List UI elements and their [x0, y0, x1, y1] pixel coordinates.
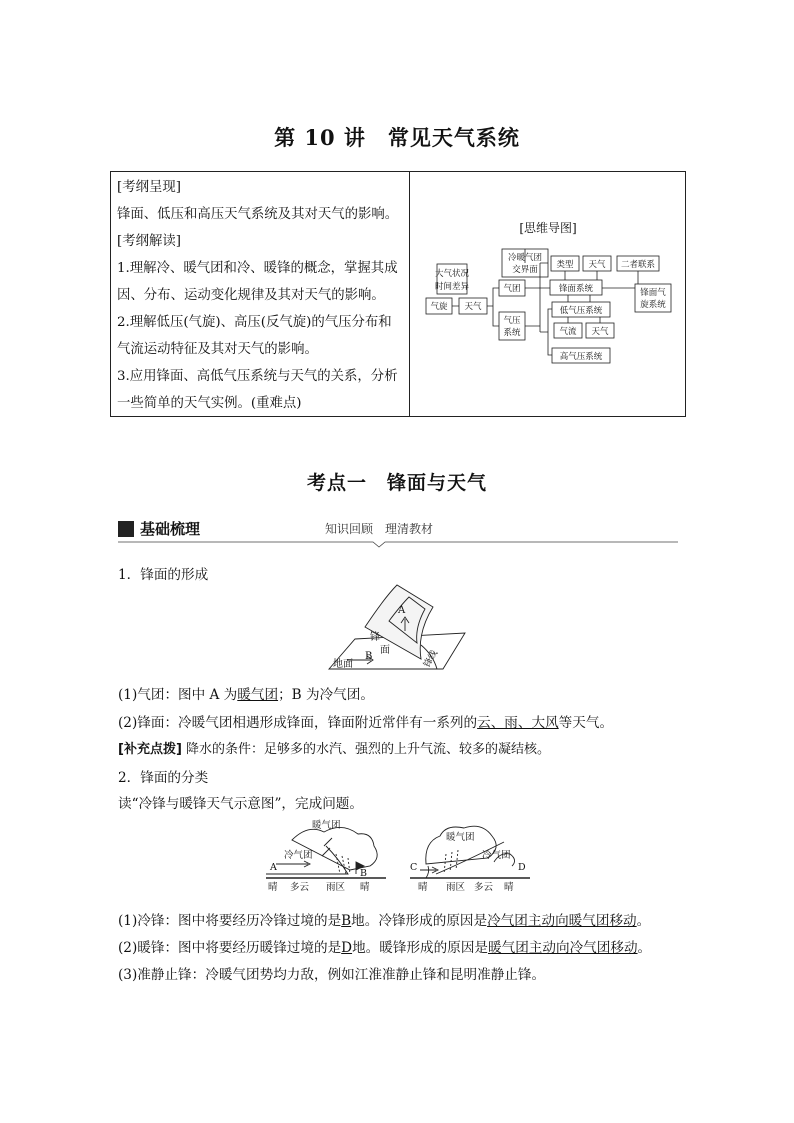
read-instruction: 读“冷锋与暖锋天气示意图”，完成问题。	[118, 796, 363, 812]
section-bar	[118, 518, 438, 542]
para-warm-front	[118, 936, 651, 956]
label-feng: 锋	[370, 632, 380, 643]
node-qiliu-label: 气流	[559, 327, 577, 337]
cold-front-arrow	[276, 861, 310, 867]
front-text-a: (2)锋面：冷暖气团相遇形成锋面，锋面附近常伴有一系列的	[118, 715, 478, 731]
node-dizhi-label: 低气压系统	[559, 306, 603, 316]
warm-fig-warm: 暖气团	[446, 832, 475, 843]
node-daqi-l2: 时间差异	[434, 282, 470, 292]
node-qixuan-label: 气旋	[430, 302, 448, 312]
section-title: 考点一 锋面与天气	[306, 472, 487, 494]
para-cold-front	[118, 909, 650, 929]
warm-q-answer-1: D	[341, 940, 353, 956]
syllabus-column	[117, 174, 407, 417]
warm-fig-qing2: 晴	[504, 882, 514, 893]
warm-q-a: (2)暖锋：图中将要经历暖锋过境的是	[118, 940, 342, 956]
warm-fig-duoyun: 多云	[474, 882, 494, 893]
section-rule	[118, 540, 678, 548]
outline-table	[110, 171, 686, 417]
cold-fig-a: A	[270, 862, 277, 873]
node-leixing-label: 类型	[556, 260, 574, 270]
heading-formation: 1．锋面的形成	[118, 567, 209, 583]
node-qiya-l2: 系统	[503, 328, 521, 338]
airmass-text-c: ；B 为冷气团。	[278, 687, 374, 703]
interp-item-3b: 一些简单的天气实例。(重难点)	[117, 396, 302, 411]
warm-q-answer-2: 暖气团主动向冷气团移动	[488, 940, 638, 956]
node-qiya-l1: 气压	[503, 316, 521, 326]
para-front	[118, 711, 613, 731]
warm-fig-cold: 冷气团	[482, 850, 511, 861]
node-fengmian-label: 锋面系统	[558, 284, 594, 294]
cold-fig-qing1: 晴	[268, 882, 278, 893]
node-tianqi-label: 天气	[464, 302, 482, 312]
airmass-text-a: (1)气团：图中 A 为	[118, 687, 238, 703]
interp-item-3a: 3.应用锋面、高低气压系统与天气的关系，分析	[117, 369, 398, 384]
cold-q-c: 地。冷锋形成的原因是	[351, 913, 488, 929]
tip-text: 降水的条件：足够多的水汽、强烈的上升气流、较多的凝结核。	[181, 742, 551, 757]
warm-fig-d: D	[518, 862, 526, 873]
cold-fig-qing2: 晴	[360, 882, 370, 893]
para-stationary-front: (3)准静止锋：冷暖气团势均力敌，例如江淮准静止锋和昆明准静止锋。	[118, 967, 546, 983]
section-bar-label: 基础梳理	[140, 520, 201, 538]
syllabus-text: 锋面、低压和高压天气系统及其对天气的影响。	[117, 207, 399, 222]
cold-front-figure	[262, 818, 390, 894]
cold-fig-b: B	[360, 868, 367, 879]
node-qituan-label: 气团	[503, 284, 521, 294]
node-daqi-l1: 大气状况	[434, 269, 470, 279]
front-answer: 云、雨、大风	[477, 715, 559, 731]
node-tianqi2-label: 天气	[588, 260, 606, 270]
mindmap-title: [思维导图]	[519, 221, 577, 235]
cold-fig-yuqu: 雨区	[326, 882, 346, 893]
node-erzhe-label: 二者联系	[620, 260, 656, 270]
cold-q-answer-1: B	[341, 913, 352, 929]
front-formation-figure	[325, 583, 475, 675]
warm-q-e: 。	[637, 940, 652, 956]
supplement-tip	[118, 738, 550, 757]
cold-fig-duoyun: 多云	[290, 882, 310, 893]
heading-classification: 2．锋面的分类	[118, 770, 209, 786]
interp-item-1b: 因、分布、运动变化规律及其对天气的影响。	[117, 288, 385, 303]
warm-front-marker	[426, 866, 429, 878]
interp-item-2b: 气流运动特征及其对天气的影响。	[117, 342, 318, 357]
syllabus-heading: [考纲呈现]	[117, 180, 182, 195]
label-fengxian: 锋线	[422, 648, 441, 670]
warm-fig-c: C	[410, 862, 418, 873]
front-text-c: 等天气。	[558, 715, 614, 731]
warm-fig-qing1: 晴	[418, 882, 428, 893]
node-jiemian-l1: 冷暖气团	[507, 253, 543, 263]
cold-fig-cold: 冷气团	[284, 850, 313, 861]
square-icon	[118, 521, 134, 537]
interp-item-2a: 2.理解低压(气旋)、高压(反气旋)的气压分布和	[117, 315, 392, 330]
label-a: A	[398, 605, 406, 616]
label-dimian: 地面	[333, 659, 353, 670]
node-fmqx-l1: 锋面气	[640, 288, 666, 298]
node-jiemian-l2: 交界面	[512, 265, 538, 275]
node-tianqi3-label: 天气	[591, 327, 609, 337]
para-airmass	[118, 683, 374, 703]
cold-q-answer-2: 冷气团主动向暖气团移动	[487, 913, 637, 929]
tip-label: [补充点拨]	[118, 742, 182, 757]
interp-item-1a: 1.理解冷、暖气团和冷、暖锋的概念，掌握其成	[117, 261, 398, 276]
label-mian: 面	[380, 645, 390, 656]
cold-fig-warm: 暖气团	[312, 820, 341, 831]
node-fmqx-l2: 旋系统	[640, 300, 666, 310]
warm-q-c: 地。暖锋形成的原因是	[352, 940, 489, 956]
label-b: B	[365, 651, 373, 662]
cold-q-e: 。	[636, 913, 651, 929]
warm-front-figure	[406, 818, 534, 894]
mind-map-diagram	[410, 172, 686, 416]
warm-fig-yuqu: 雨区	[446, 882, 466, 893]
page-title: 第 10 讲 常见天气系统	[274, 125, 520, 150]
interpretation-heading: [考纲解读]	[117, 234, 182, 249]
front-surface	[365, 585, 433, 659]
cold-q-a: (1)冷锋：图中将要经历冷锋过境的是	[118, 913, 342, 929]
section-bar-sub: 知识回顾 理清教材	[325, 522, 434, 536]
node-gaoya-label: 高气压系统	[559, 352, 603, 362]
mind-map	[410, 172, 685, 416]
airmass-answer: 暖气团	[237, 687, 279, 703]
